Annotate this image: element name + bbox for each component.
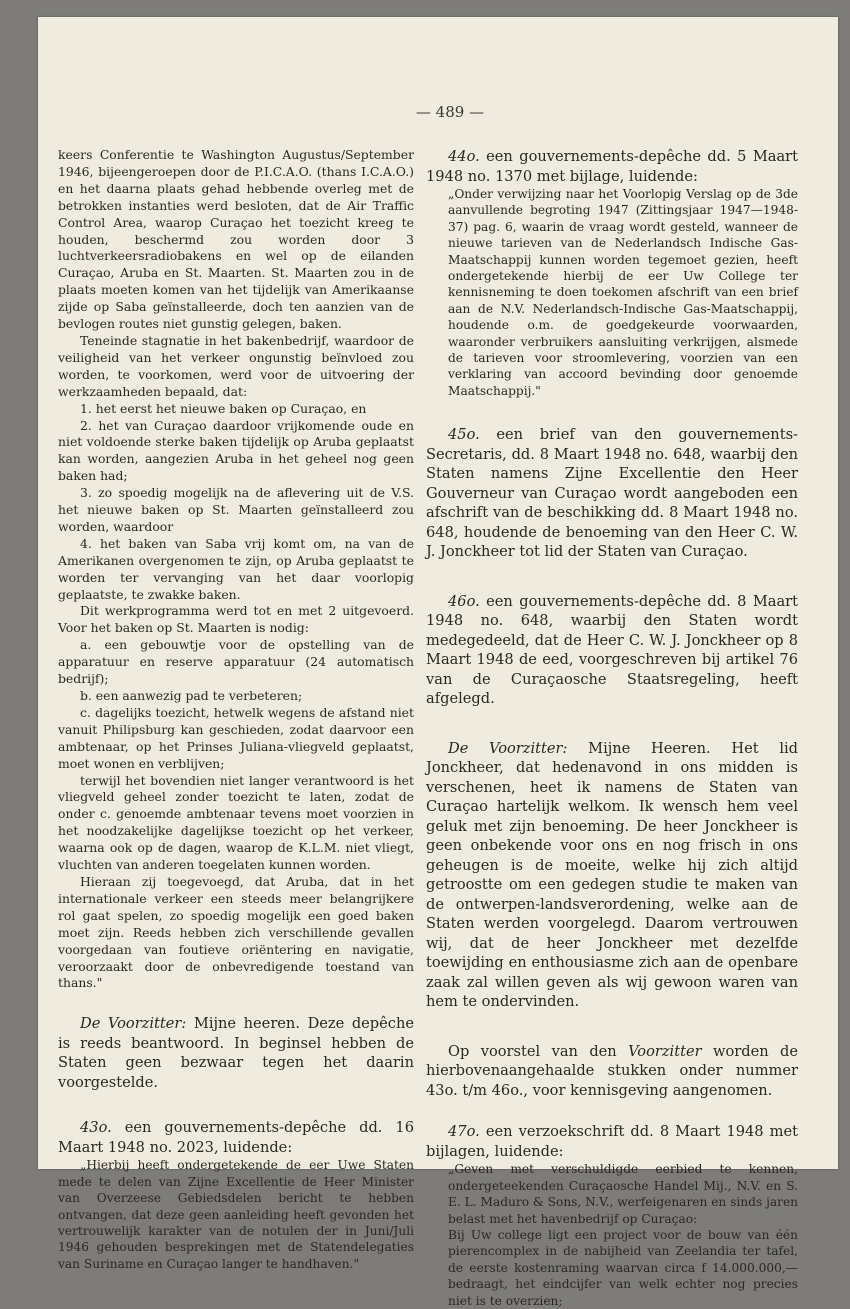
document-page	[38, 17, 838, 1308]
list-item: c. dagelijks toezicht, hetwelk wegens de afstand niet vanuit Philipsburg kan geschieden, zodat daarvoor een ambtenaar, op het Prinses Juliana-vliegveld geplaatst, moet wonen en verblijven;	[58, 704, 414, 771]
agenda-item-47	[426, 1122, 798, 1161]
list-item: 3. zo spoedig mogelijk na de aflevering uit de V.S. het nieuwe baken op St. Maarten geïnstalleerd zou worden, waardoor	[58, 485, 414, 534]
speaker-label: De Voorzitter:	[448, 739, 568, 757]
item-text: een brief van den gouvernements-Secretaris, dd. 8 Maart 1948 no. 648, waarbij den Staten namens Zijne Excellentie den Heer Gouverneur van Curaçao wordt aangeboden een afschrift van de beschikking dd. 8 Maart 1948 no. 648, houdende de benoeming van den Heer C. W. J. Jonckheer tot lid der Staten van Curaçao.	[426, 426, 798, 561]
chairman-remark	[58, 1014, 414, 1092]
agenda-item-43	[58, 1118, 414, 1157]
speaker-label: De Voorzitter:	[80, 1015, 187, 1033]
paragraph: keers Conferentie te Washington Augustus/September 1946, bijeengeroepen door de P.I.C.A.O. (thans I.C.A.O.) en het daarna plaats gehad hebbende overleg met de betrokken instanties werd besloten, dat de Air Traffic Control Area, waarop Curaçao het toezicht kreeg te houden, beschermd zou worden door 3 luchtverkeersradiobakens en wel op de eilanden Curaçao, Aruba en St. Maarten. St. Maarten zou in de plaats moeten komen van het tijdelijk van Amerikaanse zijde op Saba geïnstalleerde, doch ten aanzien van de bevlogen routes niet gunstig gelegen, baken.	[58, 147, 414, 332]
quoted-text: „Geven met verschuldigde eerbied te kennen, ondergeteekenden Curaçaosche Handel Mij., N.V. en S. E. L. Maduro & Sons, N.V., werfeigenaren en sinds jaren belast met het havenbedrijf op Curaçao:	[448, 1162, 799, 1226]
item-number: 45o.	[448, 426, 480, 444]
item-number: 47o.	[448, 1123, 480, 1141]
page-number: — 489 —	[415, 103, 485, 121]
item-number: 44o.	[448, 148, 480, 165]
list-item: 4. het baken van Saba vrij komt om, na van de Amerikanen overgenomen te zijn, op Aruba geplaatst te worden ter vervanging van het daar voorlopig geplaatste, te zwakke baken.	[58, 535, 414, 602]
quoted-text: „Onder verwijzing naar het Voorlopig Verslag op de 3de aanvullende begroting 1947 (Zittingsjaar 1947—1948-37) pag. 6, waarin de vraag wordt gesteld, wanneer de nieuwe tarieven van de Nederlandsch Indische Gas-Maatschappij kunnen worden tegemoet gezien, heeft ondergetekende hierbij de eer Uw College ter kennisneming te doen toekomen afschrift van een brief aan de N.V. Nederlandsch-Indische Gas-Maatschappij, houdende o.m. de goedgekeurde voorwaarden, waaronder verbruikers aansluiting verkrijgen, alsmede de tarieven voor stroomlevering, voorzien van een verklaring van accoord bevinding door genoemde Maatschappij."	[448, 187, 798, 398]
agenda-item-44	[426, 147, 798, 186]
item-text: een verzoekschrift dd. 8 Maart 1948 met bijlagen, luidende:	[426, 1123, 798, 1160]
list-item: b. een aanwezig pad te verbeteren;	[80, 688, 303, 703]
item-text: een gouvernements-depêche dd. 8 Maart 1948 no. 648, waarbij den Staten wordt medegedeeld, dat de Heer C. W. J. Jonckheer op 8 Maart 1948 de eed, voorgeschreven bij artikel 76 van de Curaçaosche Staatsregeling, heeft afgelegd.	[426, 592, 798, 708]
remark-text: Mijne Heeren. Het lid Jonckheer, dat hedenavond in ons midden is verschenen, heet ik namens de Staten van Curaçao hartelijk welkom. Ik wensch hem veel geluk met zijn benoeming. De heer Jonckheer is geen onbekende voor ons en nog frisch in ons geheugen is de moeite, welke hij zich altijd getroostte om een gedegen studie te maken van de ontwerpen-landsverordening, welke aan de Staten werden voorgelegd. Daarom vertrouwen wij, dat de heer Jonckheer met dezelfde toewijding en enthousiasme zich aan de openbare zaak zal willen geven als wij gewoon waren van hem te ondervinden.	[426, 739, 798, 1011]
item-number: 43o.	[80, 1119, 112, 1137]
item-number: 46o.	[448, 592, 480, 610]
list-item: a. een gebouwtje voor de opstelling van de apparatuur en reserve apparatuur (24 automatisch bedrijf);	[58, 637, 414, 687]
agenda-item-46	[426, 592, 798, 709]
chairman-remark	[426, 739, 798, 1012]
speaker-label: Voorzitter	[628, 1042, 702, 1060]
left-column	[58, 147, 414, 1272]
agenda-item-45	[426, 425, 798, 562]
quoted-text: „Hierbij heeft ondergetekende de eer Uwe Staten mede te delen van Zijne Excellentie de Heer Minister van Overzeese Gebiedsdelen bericht te hebben ontvangen, dat deze geen aanleiding heeft gevonden het vertrouwelijk karakter van de notulen der in Juni/Juli 1946 gehouden besprekingen met de Statendelegaties van Suriname en Curaçao langer te handhaven."	[58, 1158, 414, 1271]
item-text: een gouvernements-depêche dd. 5 Maart 1948 no. 1370 met bijlage, luidende:	[426, 148, 798, 185]
paragraph: Teneinde stagnatie in het bakenbedrijf, waardoor de veiligheid van het verkeer ongunstig beïnvloed zou worden, te voorkomen, werd voor de uitvoering der werkzaamheden bepaald, dat:	[58, 332, 414, 399]
paragraph: Dit werkprogramma werd tot en met 2 uitgevoerd. Voor het baken op St. Maarten is nodig:	[58, 603, 414, 636]
right-column	[426, 147, 798, 1309]
item-text: een gouvernements-depêche dd. 16 Maart 1948 no. 2023, luidende:	[58, 1119, 414, 1156]
remark-text: Mijne heeren. Deze depêche is reeds beantwoord. In beginsel hebben de Staten geen bezwaar tegen het daarin voorgestelde.	[58, 1015, 414, 1091]
list-item: 1. het eerst het nieuwe baken op Curaçao, en	[80, 400, 367, 416]
paragraph: terwijl het bovendien niet langer verantwoord is het vliegveld geheel zonder toezicht te laten, zodat de onder c. genoemde ambtenaar tevens moet voorzien in het noodzakelijke dagelijkse toezicht op het verkeer, waarna ook op de dagen, waarop de K.L.M. niet vliegt, vluchten van anderen toegelaten kunnen worden.	[58, 772, 414, 873]
paragraph: Hieraan zij toegevoegd, dat Aruba, dat in het internationale verkeer een steeds meer belangrijkere rol gaat spelen, zo spoedig mogelijk een goed baken moet zijn. Reeds hebben zich verschillende gevallen voorgedaan van foutieve oriëntering en navigatie, veroorzaakt door de onbevredigende toestand van thans."	[58, 873, 414, 991]
chairman-proposal: Op voorstel van den Voorzitter worden de hierbovenaangehaalde stukken onder nummer 43o. t/m 46o., voor kennisgeving aangenomen.	[426, 1042, 798, 1099]
list-item: 2. het van Curaçao daardoor vrijkomende oude en niet voldoende sterke baken tijdelijk op Aruba geplaatst kan worden, aangezien Aruba in het geheel nog geen baken had;	[58, 417, 414, 484]
quoted-text: Bij Uw college ligt een project voor de bouw van één pierencomplex in de nabijheid van Zeelandia ter tafel, de eerste kostenraming waarvan circa f 14.000.000,— bedraagt, het eindcijfer van welk echter nog precies niet is te overzien;	[448, 1227, 798, 1308]
